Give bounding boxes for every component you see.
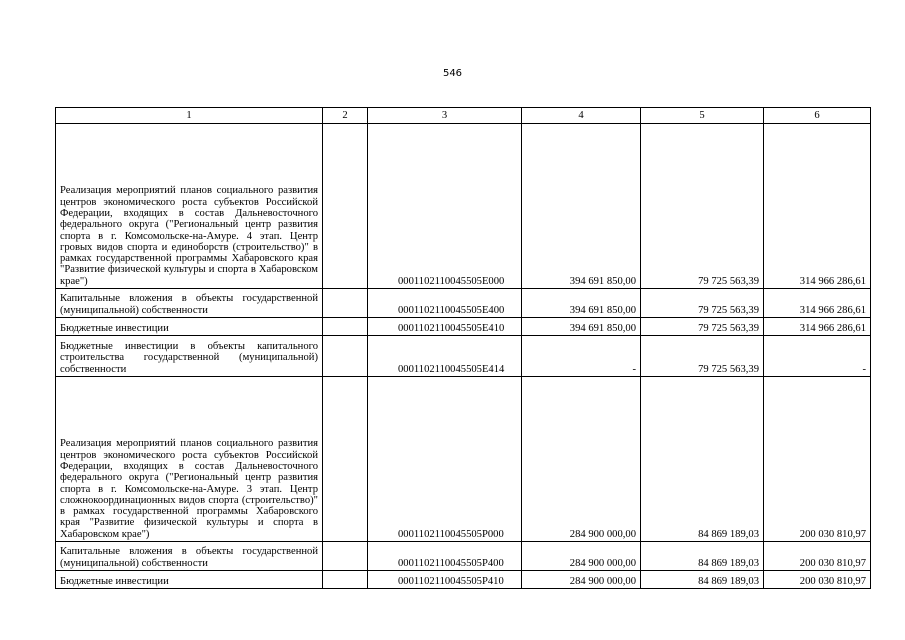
row-value-6: 314 966 286,61 xyxy=(764,124,871,289)
row-col2 xyxy=(323,542,368,571)
column-header: 2 xyxy=(323,108,368,124)
table-row xyxy=(56,542,871,571)
row-col2 xyxy=(323,377,368,542)
row-code: 0001102110045505E400 xyxy=(368,289,522,318)
row-value-6: 314 966 286,61 xyxy=(764,289,871,318)
table-row xyxy=(56,289,871,318)
row-value-6: 200 030 810,97 xyxy=(764,377,871,542)
row-col2 xyxy=(323,124,368,289)
column-header: 5 xyxy=(641,108,764,124)
row-name: Бюджетные инвестиции в объекты капитального строительства государственной (муниципальной) собственности xyxy=(60,341,318,375)
table-row xyxy=(56,318,871,336)
column-header: 4 xyxy=(522,108,641,124)
row-name: Капитальные вложения в объекты государственной (муниципальной) собственности xyxy=(60,293,318,316)
row-col2 xyxy=(323,336,368,377)
table-row xyxy=(56,124,871,289)
page-number: 546 xyxy=(442,68,463,79)
column-header: 3 xyxy=(368,108,522,124)
row-name: Бюджетные инвестиции xyxy=(60,575,169,587)
row-col2 xyxy=(323,571,368,589)
row-value-4: 394 691 850,00 xyxy=(522,124,641,289)
row-value-4: 284 900 000,00 xyxy=(522,542,641,571)
row-name: Реализация мероприятий планов социального развития центров экономического роста субъектов Российской Федерации, входящих в состав Дальневосточного федерального округа ("Региональный центр развития спорта в г. Комсомольске-на-Амуре. 4 этап. Центр гровых видов спорта и единоборств (строительство)" в рамках государственной программы Хабаровского края "Развитие физической культуры и спорта в Хабаровском крае") xyxy=(60,185,318,287)
budget-table xyxy=(55,107,871,589)
row-value-6: 200 030 810,97 xyxy=(764,571,871,589)
row-code: 0001102110045505P000 xyxy=(368,377,522,542)
row-value-4: - xyxy=(522,336,641,377)
row-value-4: 284 900 000,00 xyxy=(522,571,641,589)
row-value-6: - xyxy=(764,336,871,377)
table-row xyxy=(56,336,871,377)
row-code: 0001102110045505E410 xyxy=(368,318,522,336)
table-row xyxy=(56,377,871,542)
table-header-row xyxy=(56,108,871,124)
row-value-4: 284 900 000,00 xyxy=(522,377,641,542)
row-col2 xyxy=(323,289,368,318)
row-code: 0001102110045505E000 xyxy=(368,124,522,289)
row-name: Реализация мероприятий планов социального развития центров экономического роста субъектов Российской Федерации, входящих в состав Дальневосточного федерального округа ("Региональный центр развития спорта в г. Комсомольске-на-Амуре. 3 этап. Центр сложнокоординационных видов спорта (строительство)" в рамках государственной программы Хабаровского края "Развитие физической культуры и спорта в Хабаровском крае") xyxy=(60,438,318,540)
row-value-6: 314 966 286,61 xyxy=(764,318,871,336)
row-value-4: 394 691 850,00 xyxy=(522,318,641,336)
row-value-5: 79 725 563,39 xyxy=(641,318,764,336)
row-code: 0001102110045505P410 xyxy=(368,571,522,589)
row-value-5: 79 725 563,39 xyxy=(641,124,764,289)
row-value-5: 84 869 189,03 xyxy=(641,377,764,542)
row-value-6: 200 030 810,97 xyxy=(764,542,871,571)
row-value-5: 79 725 563,39 xyxy=(641,336,764,377)
table-row xyxy=(56,571,871,589)
row-value-5: 84 869 189,03 xyxy=(641,571,764,589)
column-header: 1 xyxy=(56,108,323,124)
column-header: 6 xyxy=(764,108,871,124)
row-value-4: 394 691 850,00 xyxy=(522,289,641,318)
row-code: 0001102110045505E414 xyxy=(368,336,522,377)
row-code: 0001102110045505P400 xyxy=(368,542,522,571)
row-value-5: 79 725 563,39 xyxy=(641,289,764,318)
row-name: Капитальные вложения в объекты государственной (муниципальной) собственности xyxy=(60,546,318,569)
row-value-5: 84 869 189,03 xyxy=(641,542,764,571)
row-col2 xyxy=(323,318,368,336)
row-name: Бюджетные инвестиции xyxy=(60,322,169,334)
